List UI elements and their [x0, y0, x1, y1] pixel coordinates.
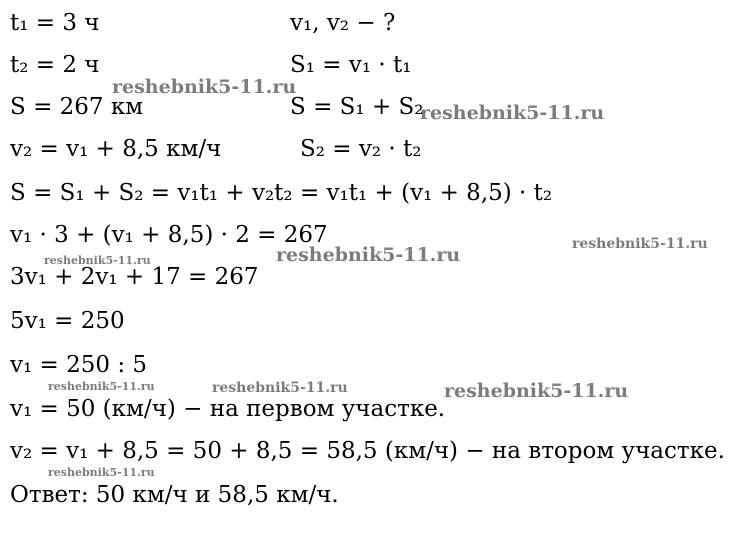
watermark: reshebnik5-11.ru	[212, 380, 348, 396]
watermark: reshebnik5-11.ru	[48, 380, 155, 393]
watermark: reshebnik5-11.ru	[572, 236, 708, 252]
given-t1: t₁ = 3 ч	[10, 10, 100, 36]
result-v2: v₂ = v₁ + 8,5 = 50 + 8,5 = 58,5 (км/ч) − на втором участке.	[10, 438, 725, 464]
equation-simplified: 5v₁ = 250	[10, 308, 125, 334]
equation-expanded: 3v₁ + 2v₁ + 17 = 267	[10, 264, 259, 290]
equation-substituted: v₁ · 3 + (v₁ + 8,5) · 2 = 267	[10, 222, 328, 248]
watermark: reshebnik5-11.ru	[444, 380, 629, 402]
watermark: reshebnik5-11.ru	[276, 244, 461, 266]
given-s: S = 267 км	[10, 94, 144, 120]
watermark: reshebnik5-11.ru	[44, 254, 151, 267]
watermark: reshebnik5-11.ru	[420, 102, 605, 124]
given-v2: v₂ = v₁ + 8,5 км/ч	[10, 136, 222, 162]
watermark: reshebnik5-11.ru	[112, 76, 297, 98]
equation-full: S = S₁ + S₂ = v₁t₁ + v₂t₂ = v₁t₁ + (v₁ + 8,5) · t₂	[10, 180, 553, 206]
watermark: reshebnik5-11.ru	[48, 466, 155, 479]
answer-line: Ответ: 50 км/ч и 58,5 км/ч.	[10, 482, 339, 508]
equation-division: v₁ = 250 : 5	[10, 352, 148, 378]
given-t2: t₂ = 2 ч	[10, 52, 100, 78]
find-v1-v2: v₁, v₂ − ?	[290, 10, 396, 36]
formula-s2: S₂ = v₂ · t₂	[300, 136, 422, 162]
formula-s1: S₁ = v₁ · t₁	[290, 52, 412, 78]
formula-s-sum: S = S₁ + S₂	[290, 94, 424, 120]
result-v1: v₁ = 50 (км/ч) − на первом участке.	[10, 396, 446, 422]
